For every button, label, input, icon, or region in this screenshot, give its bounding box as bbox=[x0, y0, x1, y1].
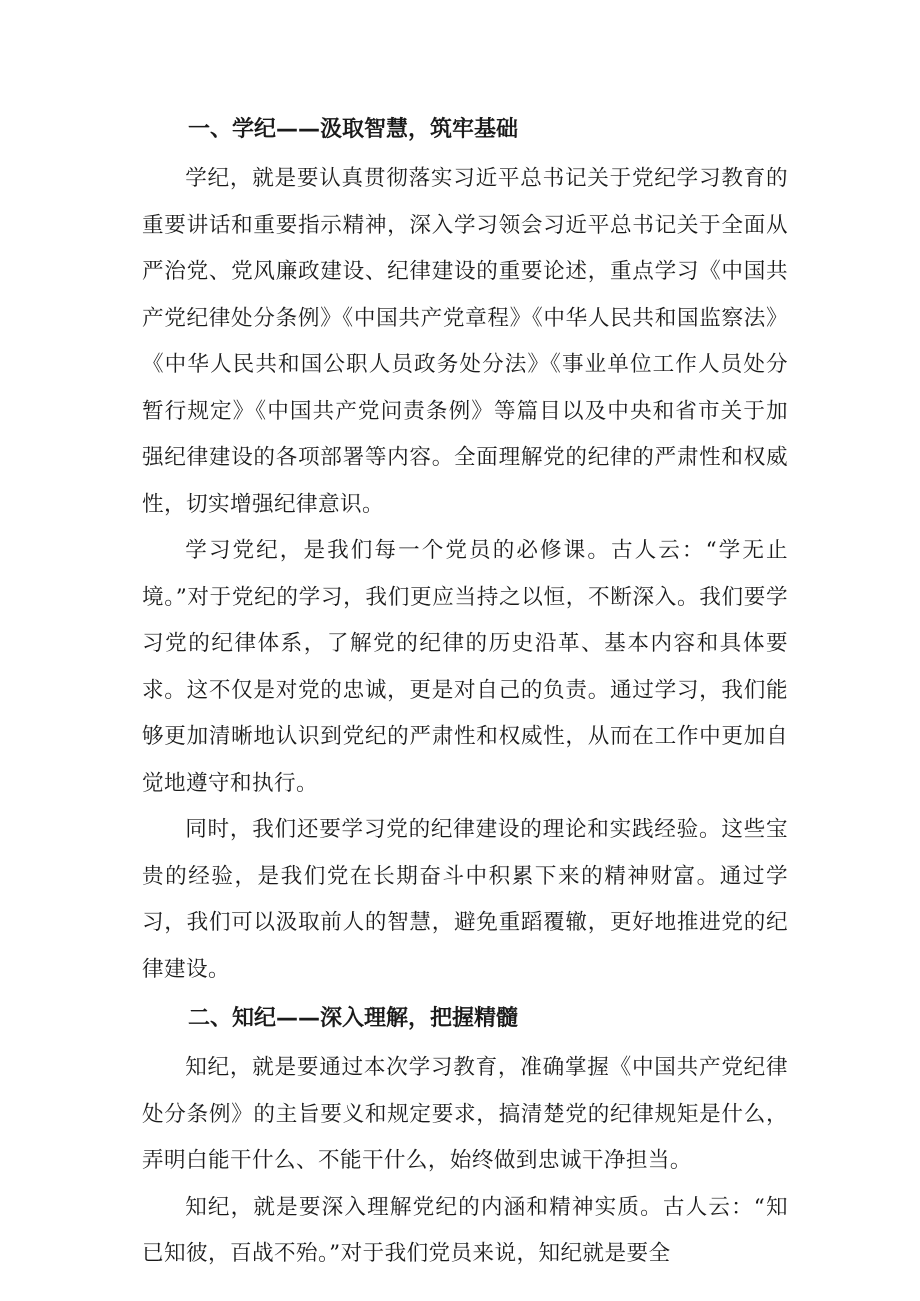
section-heading-2: 二、知纪——深入理解，把握精髓 bbox=[188, 1006, 519, 1031]
section-heading-1: 一、学纪——汲取智慧，筑牢基础 bbox=[188, 117, 519, 142]
paragraph: 同时，我们还要学习党的纪律建设的理论和实践经验。这些宝贵的经验，是我们党在长期奋斗中积累下来的精神财富。通过学习，我们可以汲取前人的智慧，避免重蹈覆辙，更好地推进党的纪律建设。 bbox=[142, 817, 788, 982]
paragraph: 学习党纪，是我们每一个党员的必修课。古人云：“学无止境。”对于党纪的学习，我们更应当持之以恒，不断深入。我们要学习党的纪律体系，了解党的纪律的历史沿革、基本内容和具体要求。这不仅是对党的忠诚，更是对自己的负责。通过学习，我们能够更加清晰地认识到党纪的严肃性和权威性，从而在工作中更加自觉地遵守和执行。 bbox=[142, 538, 788, 796]
paragraph: 知纪，就是要深入理解党纪的内涵和精神实质。古人云：“知已知彼，百战不殆。”对于我们党员来说，知纪就是要全 bbox=[142, 1194, 788, 1266]
document-page bbox=[142, 104, 788, 1278]
paragraph: 知纪，就是要通过本次学习教育，准确掌握《中国共产党纪律处分条例》的主旨要义和规定要求，搞清楚党的纪律规矩是什么，弄明白能干什么、不能干什么，始终做到忠诚干净担当。 bbox=[142, 1055, 788, 1173]
paragraph: 学纪，就是要认真贯彻落实习近平总书记关于党纪学习教育的重要讲话和重要指示精神，深入学习领会习近平总书记关于全面从严治党、党风廉政建设、纪律建设的重要论述，重点学习《中国共产党纪律处分条例》《中国共产党章程》《中华人民共和国监察法》《中华人民共和国公职人员政务处分法》《事业单位工作人员处分暂行规定》《中国共产党问责条例》等篇目以及中央和省市关于加强纪律建设的各项部署等内容。全面理解党的纪律的严肃性和权威性，切实增强纪律意识。 bbox=[142, 166, 788, 517]
